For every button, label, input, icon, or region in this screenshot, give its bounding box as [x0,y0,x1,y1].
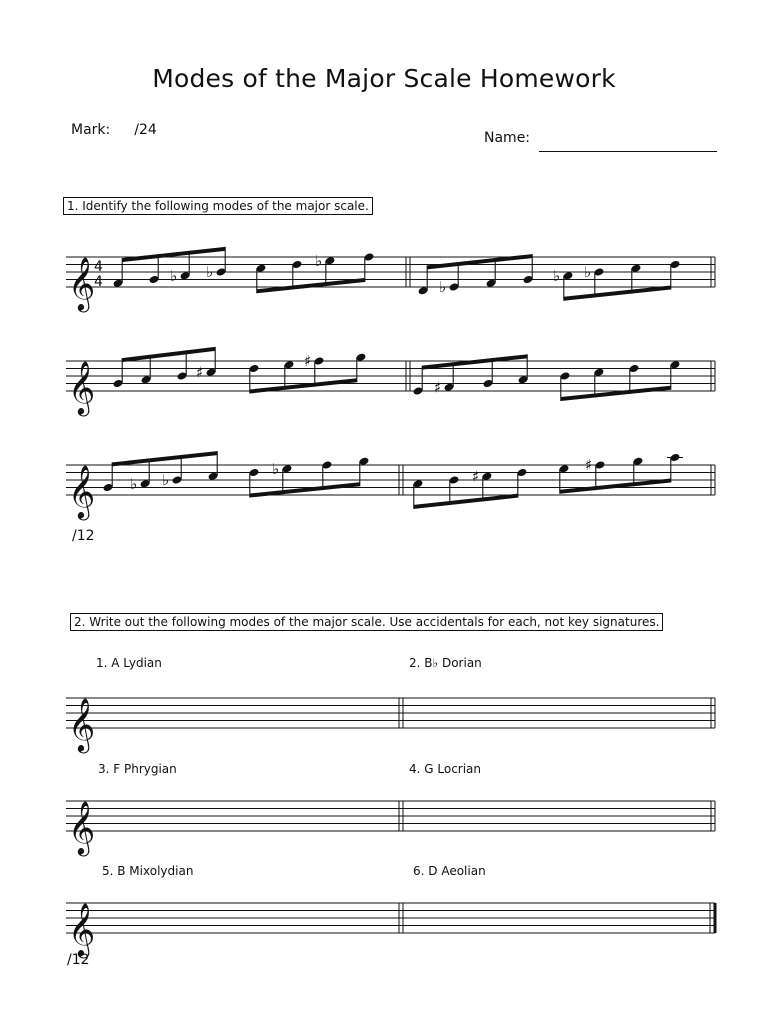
sharp-sign: ♯ [304,352,312,370]
flat-sign: ♭ [170,266,178,285]
note-beam [414,494,518,509]
flat-sign: ♭ [553,266,561,285]
exercise-label-6: 6. D Aeolian [413,864,486,878]
time-signature-bottom: 4 [94,274,103,290]
mark-label: Mark: [71,122,111,138]
treble-clef-icon: 𝄞 [68,697,96,751]
flat-sign: ♭ [162,471,170,489]
flat-sign: ♭ [272,459,280,478]
treble-clef-icon: 𝄞 [68,464,96,518]
note-beam [427,254,532,269]
exercise-label-1: 1. A Lydian [96,656,162,670]
treble-clef-icon: 𝄞 [68,360,96,414]
name-label: Name: [484,130,531,146]
page-title: Modes of the Major Scale Homework [152,64,616,93]
section1-score: /12 [72,528,95,544]
note-beam [422,354,527,369]
note-beam [257,278,365,293]
exercise-label-3: 3. F Phrygian [98,762,177,776]
sharp-sign: ♯ [472,467,480,486]
note-beam [560,479,671,494]
section1-instruction: 1. Identify the following modes of the major scale. [63,197,373,215]
sharp-sign: ♯ [434,378,442,397]
flat-sign: ♭ [315,251,323,270]
mark-total: /24 [134,122,157,138]
exercise-label-5: 5. B Mixolydian [102,864,194,878]
flat-sign: ♭ [206,263,214,281]
note-beam [122,347,215,362]
time-signature-top: 4 [94,259,103,275]
section2-instruction: 2. Write out the following modes of the major scale. Use accidentals for each, not key signatures. [70,613,663,631]
section2-score: /12 [67,952,90,968]
flat-sign: ♭ [439,278,447,296]
treble-clef-icon: 𝄞 [68,902,96,956]
treble-clef-icon: 𝄞 [68,256,96,310]
sharp-sign: ♯ [585,456,593,474]
exercise-label-4: 4. G Locrian [409,762,482,776]
note-beam [122,247,225,262]
sharp-sign: ♯ [196,363,204,382]
note-beam [564,286,671,301]
flat-sign: ♭ [584,263,592,281]
note-beam [112,451,217,466]
flat-sign: ♭ [130,474,138,493]
treble-clef-icon: 𝄞 [68,800,96,854]
note-beam [561,386,671,401]
exercise-label-2: 2. B♭ Dorian [409,656,482,670]
